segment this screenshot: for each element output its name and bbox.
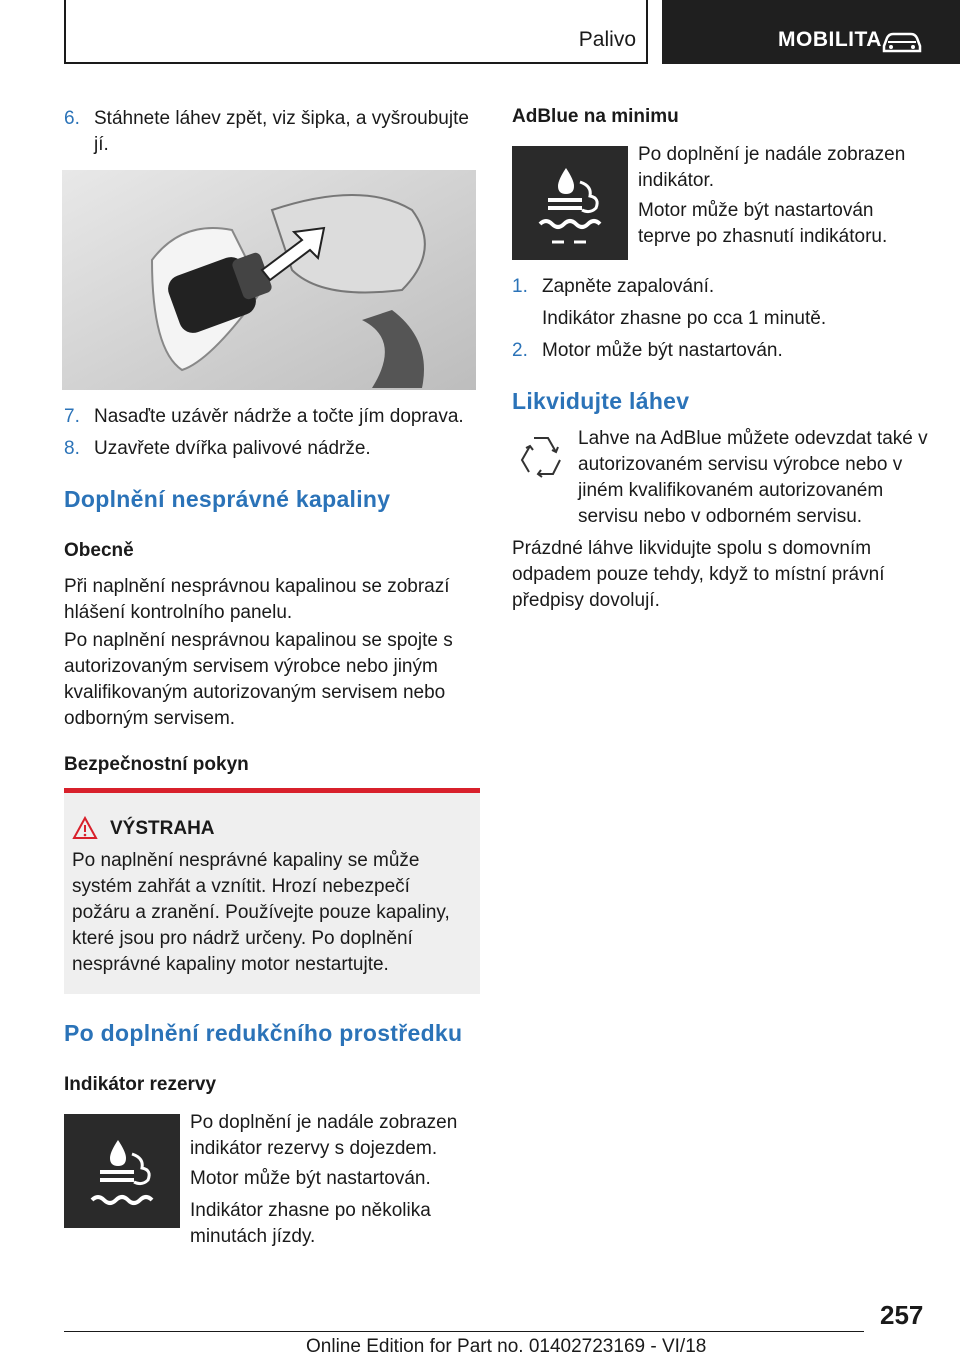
step-number: 1. — [512, 276, 528, 297]
chapter-label: MOBILITA — [778, 28, 882, 51]
page-number: 257 — [880, 1300, 924, 1330]
step-2 — [512, 338, 928, 364]
step-text: Motor může být nastartován. — [542, 340, 783, 361]
edition-text: Online Edition for Part no. 01402723169 - VI/18 — [306, 1336, 707, 1357]
step-text: Zapněte zapalování. — [542, 276, 715, 297]
heading-safety: Bezpečnostní pokyn — [64, 754, 249, 775]
heading-reserve: Indikátor rezervy — [64, 1074, 217, 1095]
step-6 — [64, 106, 480, 158]
heading-adblue-minimum: AdBlue na minimu — [512, 106, 679, 127]
step-1 — [512, 274, 928, 300]
reserve-paragraph-2: Motor může být nastartován. — [190, 1168, 431, 1189]
header-frame — [64, 0, 648, 64]
warning-title: VÝSTRAHA — [110, 818, 215, 839]
step-7 — [64, 404, 480, 430]
step-text: Uzavřete dvířka palivové nádrže. — [94, 438, 371, 459]
step-8 — [64, 436, 480, 462]
step-number: 2. — [512, 340, 528, 361]
adblue-minimum-indicator-icon — [512, 146, 628, 260]
heading-general: Obecně — [64, 540, 134, 561]
dispose-paragraph-2: Prázdné láhve likvidujte spolu s domovním odpadem pouze tehdy, když to místní právní předpisy dovolují. — [512, 538, 885, 611]
dispose-paragraph-1: Lahve na AdBlue můžete odevzdat také v autorizovaném servisu výrobce nebo v jiném kvalifikovaném autorizovaném servisu nebo v odborném servisu. — [578, 428, 928, 527]
dispose-paragraph-1-start — [578, 426, 930, 530]
step-text: Stáhnete láhev zpět, viz šipka, a vyšroubujte jí. — [94, 108, 469, 155]
general-paragraph-2: Po naplnění nesprávnou kapalinou se spojte s autorizovaným servisem výrobce nebo jiným kvalifikovaným autorizovaným servisem nebo odborným servisem. — [64, 630, 453, 729]
heading-wrong-fluid: Doplnění nesprávné kapaliny — [64, 486, 391, 512]
adblue-reserve-indicator-icon — [64, 1114, 180, 1228]
minimum-paragraph-1: Po doplnění je nadále zobrazen indikátor. — [638, 144, 906, 191]
fuel-cap-photo — [62, 170, 476, 390]
step-1-detail: Indikátor zhasne po cca 1 minutě. — [542, 308, 827, 329]
footer-rule — [64, 1331, 864, 1332]
recycle-icon — [514, 430, 568, 484]
step-number: 8. — [64, 438, 80, 459]
warning-text: Po naplnění nesprávné kapaliny se může systém zahřát a vznítit. Hrozí nebezpečí požáru a zranění. Používejte pouze kapaliny, které jsou pro nádrž určeny. Po doplnění nesprávné kapaliny motor nestartujte. — [72, 850, 450, 975]
reserve-paragraph-1: Po doplnění je nadále zobrazen indikátor rezervy s dojezdem. — [190, 1112, 458, 1159]
heading-dispose: Likvidujte láhev — [512, 388, 690, 414]
minimum-paragraph-2: Motor může být nastartován teprve po zhasnutí indikátoru. — [638, 200, 888, 247]
warning-triangle-icon — [72, 816, 98, 840]
general-paragraph-1: Při naplnění nesprávnou kapalinou se zobrazí hlášení kontrolního panelu. — [64, 576, 450, 623]
section-title: Palivo — [578, 28, 636, 51]
step-number: 7. — [64, 406, 80, 427]
car-icon — [880, 30, 924, 54]
step-text: Nasaďte uzávěr nádrže a točte jím doprava. — [94, 406, 464, 427]
reserve-paragraph-3: Indikátor zhasne po několika minutách jízdy. — [190, 1200, 431, 1247]
step-number: 6. — [64, 108, 80, 129]
heading-after-refill: Po doplnění redukčního prostředku — [64, 1020, 463, 1046]
